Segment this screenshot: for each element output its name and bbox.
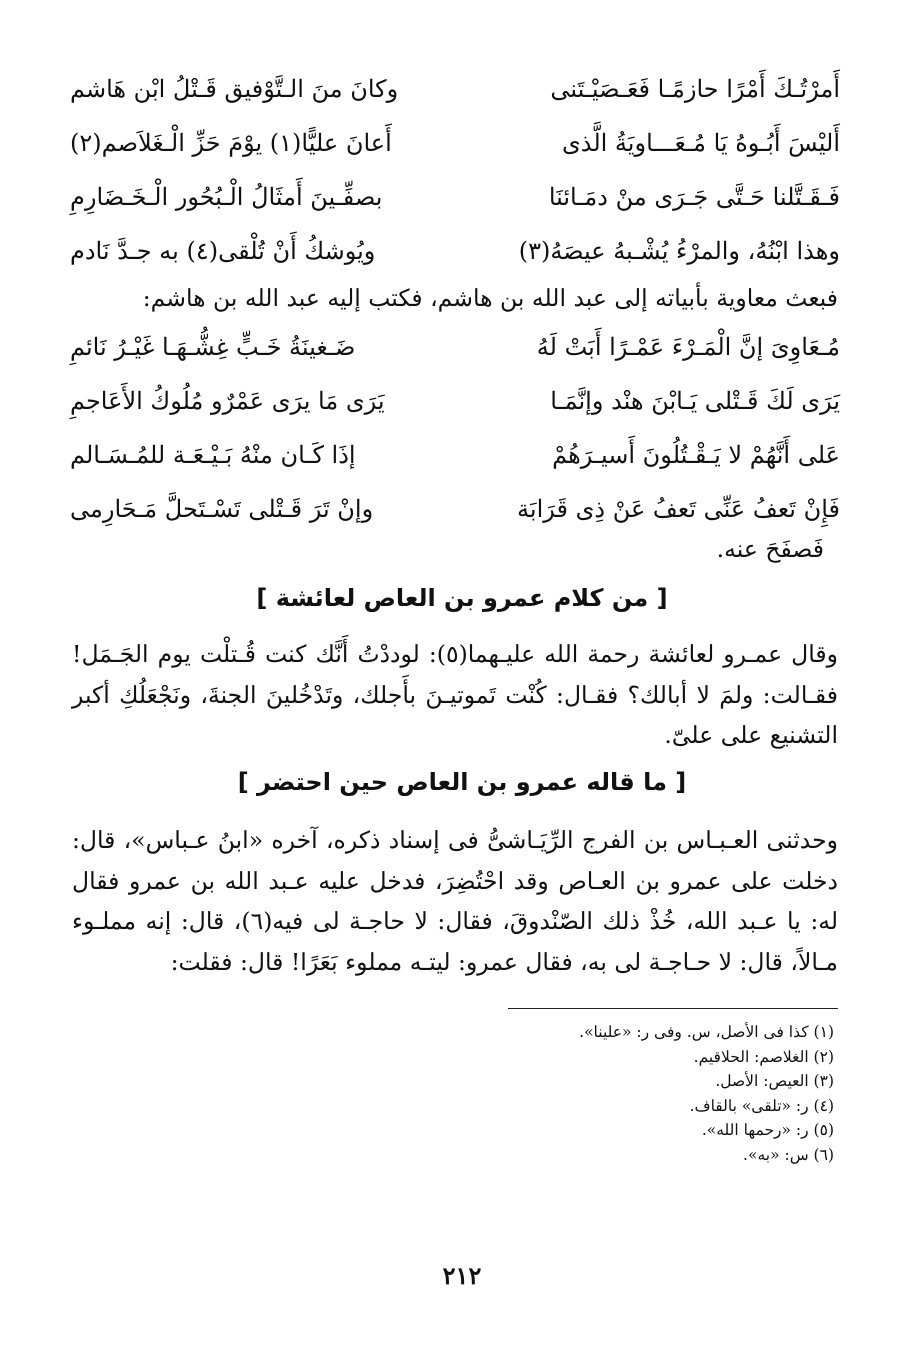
verse-second-hemistich: أَعانَ عليًّا(١) يوْمَ حَزِّ الْـغَلاَصم(٢) [70,129,392,157]
verse-line [70,428,840,482]
verse-line [70,224,840,278]
verse-first-hemistich: فَـقَـتَّلنا حَـتَّى جَـرَى منْ دمَـائنَا [548,183,840,211]
verse-second-hemistich: يَرَى مَا يرَى عَمْرٌو مُلُوكُ الأَعَاجمِ [70,387,385,415]
verse-first-hemistich: أَليْسَ أَبُـوهُ يَا مُـعَـــاويَةُ الَّذى [561,129,840,157]
verse-line [70,374,840,428]
footnote: (٤) ر: «تلقى» بالقاف. [689,1096,834,1115]
footnote: (٦) س: «به». [743,1145,834,1164]
section-heading: [ من كلام عمرو بن العاص لعائشة ] [256,584,668,612]
verse-first-hemistich: فَإِنْ تَعفُ عَنِّى تَعفُ عَنْ ذِى قَرَابَة [517,495,840,523]
verse-line [70,320,840,374]
verse-second-hemistich: ويُوشكُ أَنْ تُلْقى(٤) به جـدَّ نَادم [70,237,376,265]
footnote: (١) كذا فى الأصل، س. وفى ر: «علينا». [579,1023,834,1041]
verse-first-hemistich: أَمرْتُـكَ أَمْرًا حازمًـا فَعَـصَيْـتَنى [550,75,840,103]
verse-first-hemistich: وهذا ابْنُهُ، والمرْءُ يُشْـبهُ عيصَهُ(٣) [518,237,840,265]
verse-second-hemistich: ضَـغينَةُ خَـبٍّ غِشُّـهَـا غَيْـرُ نَائمِ [70,333,356,361]
verse-first-hemistich: يَرَى لَكَ قَـتْلى يَـابْنَ هنْد وإنَّمَـا [550,387,840,415]
section-heading: [ ما قاله عمرو بن العاص حين احتضر ] [237,768,687,796]
paragraph: وقال عمـرو لعائشة رحمة الله عليـهما(٥): لوددْتُ أَنَّك كنت قُـتلْت يوم الجَـمَل! فقـالت: ولمَ لا أبالك؟ فقـال: كُنْت تَموتيـنَ بأَجلك، وتَدْخُلينَ الجنةَ، ونَجْعَلُكِ أكبر التشنيع على علىّ. [72,640,838,749]
poem-block-2 [70,320,840,536]
footnote: (٥) ر: «رحمها الله». [701,1121,834,1139]
verse-line [70,482,840,536]
closing-line: فَصفَحَ عنه. [716,535,824,563]
page-number: ٢١٢ [442,1261,482,1290]
verse-line [70,170,840,224]
paragraph: وحدثنى العـبـاس بن الفرج الرِّيَـاشىُّ فى إسناد ذكره، آخره «ابنُ عـباس»، قال: دخلت على عمرو بن العـاص وقد احْتُضِرَ، فدخل عليه عـبد الله بن عمرو فقال له: يا عـبد الله، خُذْ ذلك الصّنْدوقَ، فقال: لا حاجـة لى فيه(٦)، قال: إنه مملـوء مـالاً، قال: لا حـاجـة لى به، فقال عمرو: ليتـه مملوء بَعَرًا! قال: فقلت: [72,826,839,976]
verse-second-hemistich: وكانَ منَ الـتَّوْفيق قَـتْلُ ابْن هَاشم [70,75,399,103]
verse-line [70,116,840,170]
verse-second-hemistich: بصفِّـينَ أَمثَالُ الْـبُحُور الْـخَـضَارِمِ [70,183,383,211]
verse-second-hemistich: إذَا كَـان منْهُ بَـيْـعَـة للمُـسَـالم [70,441,356,469]
poem-block-1 [70,62,840,278]
verse-first-hemistich: عَلى أَنَّهُمْ لا يَـقْـتُلُونَ أَسيـرَهُمْ [552,441,840,469]
footnote: (٣) العيص: الأصل. [715,1072,834,1090]
verse-first-hemistich: مُـعَاوِىَ إنَّ الْمَـرْءَ عَمْـرًا أَبَتْ لَهُ [536,333,840,361]
verse-second-hemistich: وإنْ تَرَ قَـتْلى تَسْـتَحلَّ مَـحَارِمى [70,495,374,523]
verse-line [70,62,840,116]
footnote: (٢) الغلاصم: الحلاقيم. [693,1047,834,1066]
narrative-line: فبعث معاوية بأبياته إلى عبد الله بن هاشم، فكتب إليه عبد الله بن هاشم: [142,284,838,312]
footnotes [434,1020,834,1167]
footnote-divider [508,1008,838,1009]
